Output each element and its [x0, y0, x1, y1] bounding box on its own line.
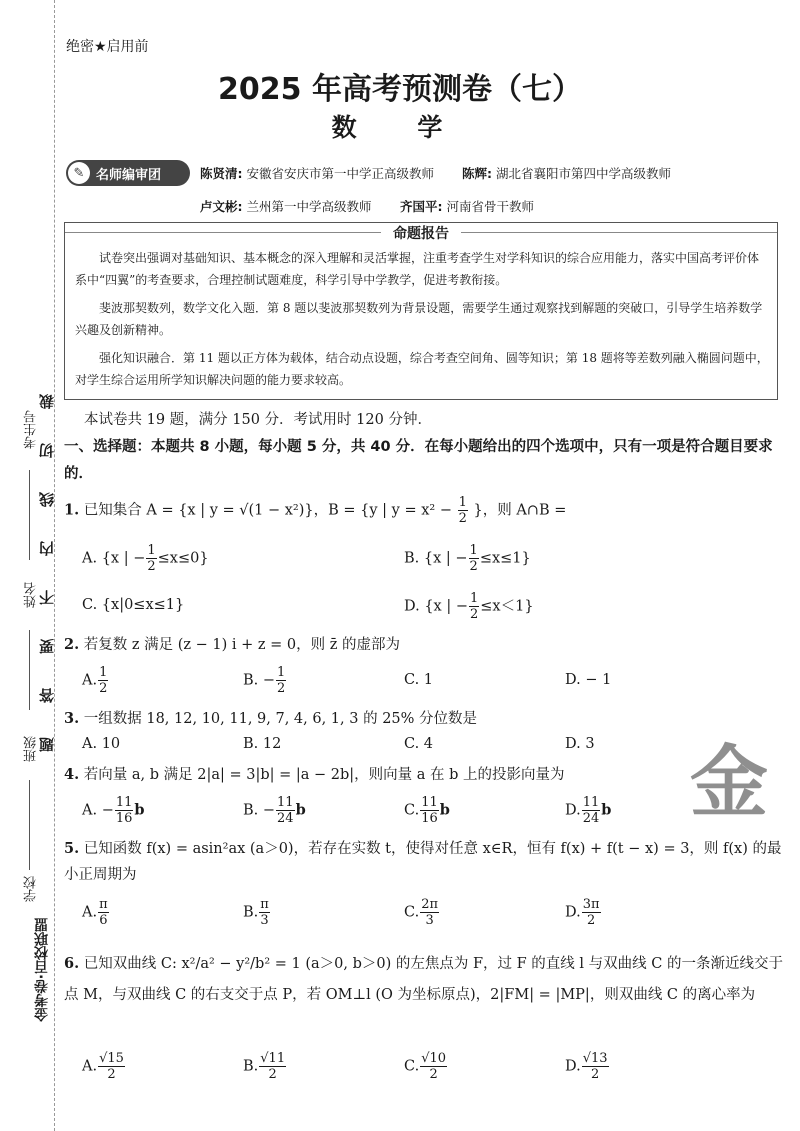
vector-b: b	[439, 801, 450, 819]
question-3	[64, 706, 784, 732]
q4-option-b[interactable]	[243, 796, 306, 825]
section-heading: 一、选择题：本题共 8 小题，每小题 5 分，共 40 分．在每小题给出的四个选项中，只有一项是符合题目要求的．	[64, 439, 773, 482]
q4-option-d[interactable]	[565, 796, 611, 825]
option-text: C.	[404, 1058, 420, 1075]
pen-icon: ✎	[68, 162, 90, 184]
numerator: 1	[277, 665, 286, 680]
fraction	[115, 796, 134, 825]
denominator: 2	[586, 913, 596, 928]
option-text: ≤x≤0}	[157, 550, 209, 567]
editor-2-name: 陈辉:	[462, 166, 492, 181]
exam-no-label: 考生号	[24, 410, 39, 449]
q1-option-a[interactable]	[82, 544, 209, 573]
q2-option-c[interactable]: C. 1	[404, 672, 434, 688]
denominator: 2	[277, 681, 286, 696]
fraction	[98, 898, 109, 927]
question-stem: 已知双曲线 C: x²/a² − y²/b² = 1 (a＞0, b＞0) 的左焦点为 F，过 F 的直线 l 与双曲线 C 的一条渐近线交于点 M，与双曲线 C 的右支交于点 P，若 OM⊥l (O 为坐标原点)，2|FM| = |MP|，则双曲线 C 的离心率为	[64, 956, 783, 1003]
fraction	[276, 796, 295, 825]
q5-option-d[interactable]	[565, 898, 602, 927]
q6-option-c[interactable]	[404, 1052, 448, 1081]
q6-option-a[interactable]	[82, 1052, 126, 1081]
editor-badge-label: 名师编审团	[96, 167, 162, 183]
numerator: √10	[421, 1051, 447, 1066]
denominator: 2	[147, 559, 156, 574]
question-stem: 若向量 a, b 满足 2|a| = 3|b| = |a − 2b|，则向量 a 在 b 上的投影向量为	[83, 767, 565, 783]
option-text: D.	[565, 1058, 581, 1075]
subject-title: 数 学	[331, 113, 469, 142]
fraction	[276, 666, 286, 695]
q2-option-d[interactable]: D. − 1	[565, 672, 612, 688]
vector-b: b	[134, 801, 145, 819]
question-2	[64, 632, 784, 658]
question-stem-end: }，则 A∩B =	[473, 502, 567, 519]
denominator: 2	[268, 1067, 277, 1082]
editor-4	[400, 197, 534, 215]
fraction	[469, 592, 479, 621]
editor-4-desc: 河南省骨干教师	[446, 199, 535, 214]
denominator: 3	[425, 913, 434, 928]
denominator: 16	[115, 811, 133, 826]
q1-option-d[interactable]	[404, 592, 534, 621]
option-text: A.	[82, 904, 98, 921]
class-field[interactable]	[29, 780, 30, 870]
editor-3-desc: 兰州第一中学高级教师	[246, 199, 372, 214]
option-text: B. −	[243, 672, 276, 689]
report-title: 命题报告	[381, 223, 461, 243]
fraction	[582, 796, 601, 825]
fraction	[420, 1052, 447, 1081]
binding-warning: 题答要不内线切裁	[38, 360, 56, 752]
fraction	[458, 496, 468, 525]
numerator: 11	[582, 795, 600, 810]
class-label: 班级	[24, 736, 39, 762]
name-field[interactable]	[29, 630, 30, 710]
q2-option-b[interactable]	[243, 666, 287, 695]
q3-option-b[interactable]: B. 12	[243, 736, 282, 752]
binding-strip	[0, 0, 62, 1131]
editor-3	[200, 197, 372, 215]
denominator: 6	[99, 913, 108, 928]
fraction	[259, 1052, 286, 1081]
numerator: 2π	[421, 897, 439, 912]
denominator: 2	[469, 607, 479, 622]
numerator: √15	[99, 1051, 124, 1066]
question-number: 1.	[64, 501, 80, 519]
option-text: A.	[82, 672, 98, 689]
denominator: 24	[277, 811, 294, 826]
numerator: 1	[469, 591, 479, 606]
option-text: B.	[243, 904, 259, 921]
q1-option-c[interactable]: C. {x|0≤x≤1}	[82, 597, 185, 613]
report-para-3: 强化知识融合．第 11 题以正方体为载体，结合动点设题，综合考查空间角、圆等知识；第 18 题将等差数列融入椭圆问题中，对学生综合运用所学知识解决问题的能力要求较高。	[75, 351, 769, 387]
question-number: 5.	[64, 840, 80, 857]
editor-4-name: 齐国平:	[400, 199, 443, 214]
q6-option-d[interactable]	[565, 1052, 610, 1081]
vector-b: b	[295, 801, 306, 819]
denominator: 2	[107, 1067, 116, 1082]
option-text: B. {x | −	[404, 550, 468, 567]
q1-option-b[interactable]	[404, 544, 531, 573]
editor-3-name: 卢文彬:	[200, 199, 243, 214]
fraction	[259, 898, 270, 927]
q3-option-d[interactable]: D. 3	[565, 736, 595, 752]
question-number: 4.	[64, 766, 80, 783]
denominator: 2	[590, 1067, 600, 1082]
exam-no-field[interactable]	[29, 470, 30, 560]
editor-2	[462, 164, 671, 182]
q2-option-a[interactable]	[82, 666, 109, 695]
vector-b: b	[601, 801, 612, 819]
editor-1	[200, 164, 434, 182]
question-stem: 若复数 z 满足 (z − 1) i + z = 0，则 z̄ 的虚部为	[83, 637, 400, 653]
fraction	[582, 1052, 609, 1081]
report-para-1: 试卷突出强调对基础知识、基本概念的深入理解和灵活掌握，注重考查学生对学科知识的综合应用能力，落实中国高考评价体系中“四翼”的考查要求，合理控制试题难度，科学引导中学教学，促进考教衔接。	[75, 251, 760, 287]
denominator: 2	[458, 511, 467, 526]
question-stem: 一组数据 18, 12, 10, 11, 9, 7, 4, 6, 1, 3 的 25% 分位数是	[83, 711, 478, 727]
question-1	[64, 496, 784, 525]
denominator: 16	[421, 811, 438, 826]
fraction	[420, 796, 439, 825]
question-stem: 已知函数 f(x) = asin²ax (a＞0)，若存在实数 t，使得对任意 x∈R，恒有 f(x) + f(t − x) = 3，则 f(x) 的最小正周期为	[64, 841, 782, 883]
numerator: 11	[277, 795, 294, 810]
numerator: √13	[582, 1051, 608, 1066]
option-text: C.	[404, 904, 420, 921]
question-number: 2.	[64, 636, 80, 653]
question-stem: 已知集合 A = {x | y = √(1 − x²)}，B = {y | y = x² −	[83, 502, 452, 519]
report-box	[64, 222, 778, 400]
option-text: D.	[565, 802, 581, 819]
option-text: D. {x | −	[404, 598, 468, 615]
school-label: 学校	[24, 876, 39, 902]
question-number: 3.	[64, 710, 80, 727]
q5-option-b[interactable]	[243, 898, 271, 927]
numerator: 1	[147, 543, 156, 558]
denominator: 24	[582, 811, 600, 826]
numerator: π	[99, 897, 108, 912]
numerator: 11	[115, 795, 133, 810]
option-text: A. {x | −	[82, 550, 146, 567]
editor-2-desc: 湖北省襄阳市第四中学高级教师	[496, 166, 672, 181]
q3-option-c[interactable]: C. 4	[404, 736, 434, 752]
numerator: 1	[99, 665, 108, 680]
question-number: 6.	[64, 955, 80, 972]
question-6	[64, 948, 784, 1011]
fraction	[469, 544, 479, 573]
denominator: 2	[469, 559, 478, 574]
numerator: π	[260, 897, 269, 912]
editor-badge	[66, 160, 190, 186]
editor-1-desc: 安徽省安庆市第一中学正高级教师	[246, 166, 435, 181]
denominator: 2	[99, 681, 108, 696]
gold-watermark: 金	[690, 737, 769, 828]
option-text: ≤x≤1}	[479, 550, 531, 567]
editor-1-name: 陈贤清:	[200, 166, 243, 181]
option-text: ≤x＜1}	[480, 598, 534, 615]
option-text: B.	[243, 1058, 259, 1075]
q6-option-b[interactable]	[243, 1052, 287, 1081]
q3-option-a[interactable]: A. 10	[82, 736, 121, 752]
brand-text: 金考卷·百校联盟	[34, 918, 50, 1022]
numerator: 3π	[582, 897, 600, 912]
q4-option-c[interactable]	[404, 796, 450, 825]
option-text: B. −	[243, 802, 276, 819]
q5-option-a[interactable]	[82, 898, 110, 927]
fraction	[146, 544, 156, 573]
fraction	[420, 898, 439, 927]
denominator: 2	[429, 1067, 438, 1082]
report-para-2: 斐波那契数列，数学文化入题．第 8 题以斐波那契数列为背景设题，需要学生通过观察找到解题的突破口，引导学生培养数学兴趣及创新精神。	[75, 301, 763, 337]
numerator: 11	[421, 795, 438, 810]
fraction	[582, 898, 601, 927]
denominator: 3	[260, 913, 269, 928]
fraction	[98, 1052, 125, 1081]
fraction	[98, 666, 108, 695]
option-text: A.	[82, 1058, 98, 1075]
secret-label: 绝密★启用前	[66, 39, 149, 55]
question-5	[64, 836, 784, 888]
option-text: C.	[404, 802, 420, 819]
exam-intro: 本试卷共 19 题，满分 150 分．考试用时 120 分钟．	[84, 412, 432, 428]
numerator: 1	[458, 495, 467, 510]
name-label: 姓名	[24, 582, 39, 608]
page-title: 2025 年高考预测卷（七）	[218, 72, 582, 107]
question-4	[64, 762, 784, 788]
q5-option-c[interactable]	[404, 898, 440, 927]
option-text: A. −	[82, 802, 114, 819]
numerator: √11	[260, 1051, 286, 1066]
numerator: 1	[469, 543, 478, 558]
q4-option-a[interactable]	[82, 796, 145, 825]
option-text: D.	[565, 904, 581, 921]
